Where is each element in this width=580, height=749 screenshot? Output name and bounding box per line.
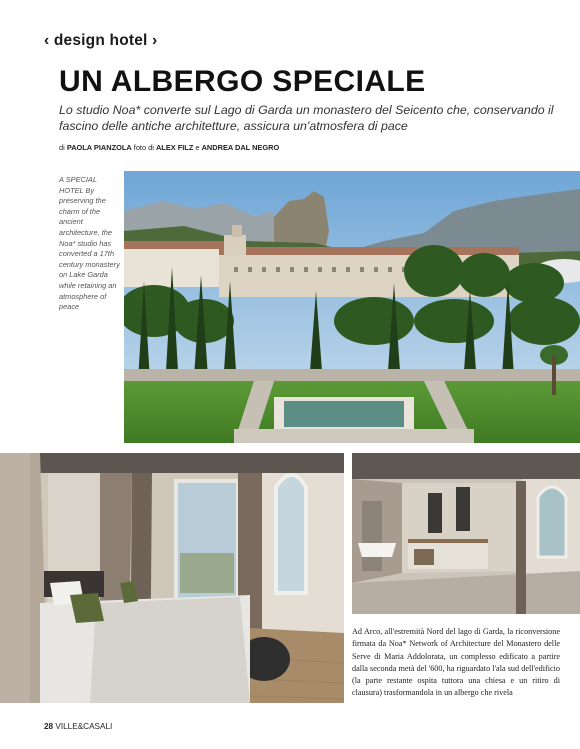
deck: Lo studio Noa* converte sul Lago di Garda un monastero del Seicento che, conservando il fascino delle antiche architetture, assicura un'atmosfera di pace [59, 103, 554, 133]
bathroom-photo-illustration [352, 453, 580, 614]
credits-prefix: di [59, 143, 65, 152]
section-tag: ‹ design hotel › [44, 32, 158, 49]
article-body: Ad Arco, all'estremità Nord del lago di Garda, la riconversione firmata da Noa* Network of Architecture del Monastero delle Serve di Maria Addolorata, un complesso edificato a partire dalla seconda metà del '600, ha riguardato l'ala sud dell'edificio (la parte restante ospita tuttora una chiesa e un ritiro di clausura) trasformandola in un albergo che rivela [352, 627, 560, 698]
aerial-photo-illustration [124, 171, 580, 443]
credits-photo-prefix: foto di [133, 143, 154, 152]
page-number: 28 [44, 722, 54, 731]
photographer-1: ALEX FILZ [155, 143, 194, 152]
magazine-name: VILLE&CASALI [55, 722, 113, 731]
bedroom-photo [0, 453, 344, 703]
bedroom-photo-illustration [0, 453, 344, 703]
credits [59, 143, 279, 152]
credits-conjunction: e [195, 143, 200, 152]
photo-caption: A SPECIAL HOTEL By preserving the charm of the ancient architecture, the Noa* studio has converted a 17th century monastery on Lake Garda while retaining an atmosphere of peace [59, 175, 120, 312]
page-footer [44, 722, 112, 731]
photographer-2: ANDREA DAL NEGRO [201, 143, 280, 152]
aerial-photo [124, 171, 580, 443]
author-name: PAOLA PIANZOLA [66, 143, 132, 152]
bathroom-photo [352, 453, 580, 614]
headline: UN ALBERGO SPECIALE [59, 65, 426, 98]
